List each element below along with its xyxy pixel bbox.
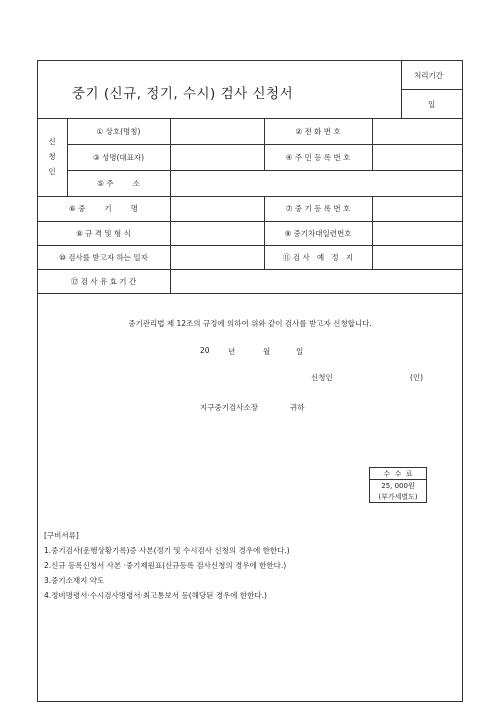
fee-note: (부가세별도) — [378, 493, 418, 501]
title-bottom-line — [37, 118, 463, 119]
table-bottom-line — [37, 293, 463, 294]
processing-period-value: 일 — [428, 100, 436, 109]
seal-label: (인) — [410, 373, 424, 382]
date-year-unit: 년 — [228, 347, 236, 356]
date-year: 20 — [200, 346, 210, 355]
form-title: 중기 (신규, 정기, 수시) 검사 신청서 — [72, 86, 294, 102]
document-item: 3.중기소재지 약도 — [44, 576, 105, 585]
validity-period-label: ⑫ 검 사 유 효 기 간 — [70, 277, 137, 286]
phone-number-label: ② 전 화 번 호 — [295, 127, 341, 136]
address-label: ⑤ 주 소 — [97, 179, 140, 188]
fee-amount: 25, 000원 — [381, 482, 415, 490]
resident-registration-label: ④ 주 민 등 록 번 호 — [285, 153, 351, 162]
document-item: 1.중기검사(운행상황기록)증 사본(정기 및 수시검사 신청의 경우에 한한다.) — [44, 546, 290, 555]
addressee: 지구중기검사소장 — [200, 403, 258, 412]
applicant-group-label: 신 청 인 — [48, 137, 56, 176]
inspection-place-label: ⑪ 검 사 예 정 지 — [283, 253, 353, 262]
date-day-unit: 일 — [296, 347, 304, 356]
equipment-name-label: ⑥ 중 기 명 — [69, 204, 138, 213]
declaration-statement: 중기관리법 제 12조의 규정에 의하여 위와 같이 검사를 받고자 신청합니다. — [128, 319, 372, 328]
spec-type-label: ⑧ 규 격 및 형 식 — [76, 229, 131, 238]
business-name-label: ① 상호(명칭) — [96, 127, 141, 136]
date-month-unit: 월 — [263, 347, 271, 356]
honorific: 귀하 — [290, 403, 305, 412]
chassis-serial-label: ⑨ 중기차대일련번호 — [284, 229, 352, 238]
fee-label: 수 수 료 — [383, 470, 413, 478]
document-item: 4.정비명령서·수시검사명령서·최고통보서 등(해당된 경우에 한한다.) — [44, 591, 267, 600]
processing-divider — [401, 89, 463, 90]
documents-heading: [구비서류] — [44, 531, 79, 540]
equipment-registration-label: ⑦ 중 기 등 록 번 호 — [285, 204, 351, 213]
document-item: 2.신규 등록신청서 사본 ·중기제원표(신규등록 검사신청의 경우에 한한다.) — [44, 561, 287, 570]
applicant-signature-label: 신청인 — [311, 373, 333, 382]
processing-period-label: 처리기간 — [414, 71, 443, 80]
inspection-date-label: ⑩ 검사를 받고자 하는 일자 — [59, 253, 148, 262]
representative-name-label: ③ 성명(대표자) — [92, 153, 145, 162]
